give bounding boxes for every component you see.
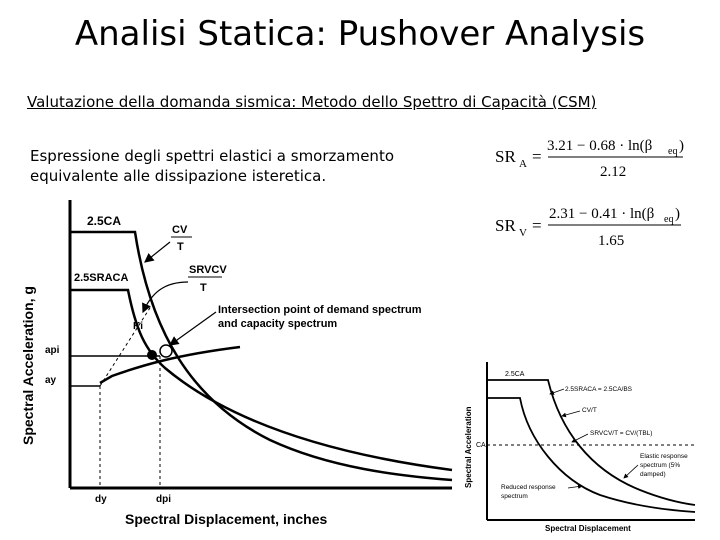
sra-lhs: SR [495,147,516,166]
label-top-plateau: 2.5CA [87,214,122,228]
sra-num-sub: eq [668,146,678,157]
small-label-cv: CV/T [582,407,597,414]
label-srv-t: T [200,282,207,294]
sra-denominator: 2.12 [600,164,627,180]
annotation-line1: Intersection point of demand spectrum [218,304,422,316]
small-reduced-arrow [550,389,564,394]
slide-description: Espressione degli spettri elastici a smorzamento equivalente alle dissipazione isteretica. [30,147,394,185]
small-label-ca: CA [476,442,486,449]
srv-numerator: 2.31 − 0.41 · ln(β [549,206,655,222]
main-x-axis-label: Spectral Displacement, inches [125,511,328,527]
label-ay: ay [45,375,57,386]
label-dpi: dpi [156,494,171,505]
small-elastic-arrow [624,465,638,478]
small-reduced-label-2: spectrum [501,493,528,500]
label-cv-t: T [177,241,184,253]
srv-num-sub: eq [664,214,674,225]
main-y-axis-label: Spectral Acceleration, g [20,286,36,445]
srv-eq: = [532,216,542,235]
small-elastic-label-1: Elastic response [640,453,688,460]
small-reduced-spectrum-arrow [568,486,582,488]
label-k1: Ki [133,321,143,332]
label-cv: CV [172,224,188,236]
small-x-axis-label: Spectral Displacement [545,524,631,533]
small-label-plateau: 2.5CA [505,371,525,378]
small-reduced-label-1: Reduced response [501,484,556,491]
sra-eq: = [532,147,542,166]
sra-lhs-sub: A [519,158,527,170]
srv-num-close: ) [675,206,680,222]
sra-num-close: ) [679,138,684,154]
label-dy: dy [95,494,107,505]
small-y-axis-label: Spectral Acceleration [464,406,473,488]
small-elastic-label-2: spectrum (5% [640,462,681,469]
label-srv-cv: SRVCV [189,264,227,276]
small-elastic-label-3: damped) [640,471,666,478]
slide-title: Analisi Statica: Pushover Analysis [74,14,646,54]
small-cv-arrow [562,411,580,416]
srv-lhs-sub: V [519,227,527,239]
small-label-srv: SRVCV/T = CV/(TBL) [590,430,653,437]
sra-numerator: 3.21 − 0.68 · ln(β [547,138,653,154]
slide-subtitle: Valutazione della domanda sismica: Metodo dello Spettro di Capacità (CSM) [27,93,597,111]
srv-lhs: SR [495,216,516,235]
small-label-reduced: 2.5SRACA = 2.5CA/BS [565,386,633,393]
label-reduced-plateau: 2.5SRACA [74,272,129,284]
srv-denominator: 1.65 [598,233,625,249]
annotation-line2: and capacity spectrum [218,318,338,330]
label-api: api [45,345,60,356]
